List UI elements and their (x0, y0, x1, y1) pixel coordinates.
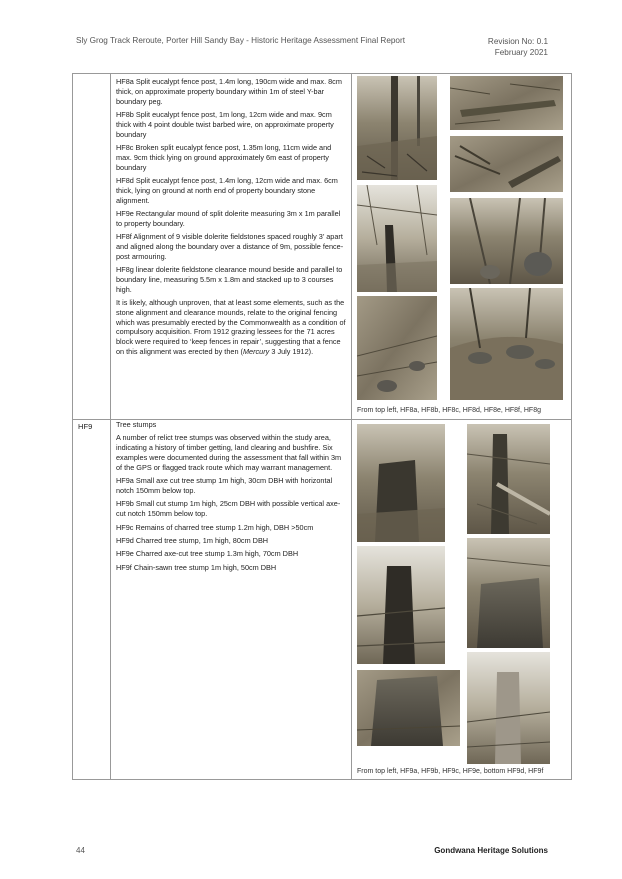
photo-hf9c (357, 546, 445, 664)
photo-hf8g (450, 288, 563, 400)
item-hf8f: HF8f Alignment of 9 visible dolerite fieldstones spaced roughly 3’ apart and aligned along the boundary over a distance of 9m, possible fence-post armouring. (116, 232, 344, 261)
feature-title: Tree stumps (116, 420, 157, 429)
feature-intro: A number of relict tree stumps was observed within the study area, indicating a history of timber getting, land clearing and bushfire. Six examples were documented during the assessment that fall within 3m of the GPS or flagged track route which may warrant management. (116, 433, 342, 472)
photo-hf8c (450, 136, 563, 192)
header-title: Sly Grog Track Reroute, Porter Hill Sandy Bay - Historic Heritage Assessment Final Report (76, 36, 405, 45)
photo-hf9b (467, 424, 550, 534)
revision-date: February 2021 (494, 48, 548, 57)
item-hf9e: HF9e Charred axe-cut tree stump 1.3m high, 70cm DBH (116, 549, 299, 559)
source-citation: Mercury (242, 347, 270, 357)
photo-hf9e (467, 538, 550, 648)
photo-hf8e (450, 198, 563, 284)
item-hf9b: HF9b Small cut stump 1m high, 25cm DBH with possible vertical axe-cut notch 150mm below top. (116, 499, 341, 519)
photo-caption-hf8: From top left, HF8a, HF8b, HF8c, HF8d, HF8e, HF8f, HF8g (357, 407, 541, 414)
header-revision-block (488, 36, 548, 58)
photo-hf9d (357, 670, 460, 746)
photo-hf9f (467, 652, 550, 764)
revision-number: Revision No: 0.1 (487, 37, 548, 46)
item-hf9c: HF9c Remains of charred tree stump 1.2m high, DBH >50cm (116, 522, 314, 532)
photo-hf9a (357, 424, 445, 542)
discussion-text: It is likely, although unproven, that at least some elements, such as the stone alignment and clearance mounds, relate to the original fencing which was presumably erected by the Commonwealth as a condition of compulsory acquisition. From 1912 grazing lessees for the 71 acres block were required to ‘keep fences in repair’, suggesting that a fence on this alignment was erected by then ( (116, 298, 346, 357)
photo-hf8a (357, 76, 437, 180)
page-number: 44 (76, 846, 85, 855)
feature-id-hf9: HF9 (73, 420, 111, 780)
item-hf9f: HF9f Chain-sawn tree stump 1m high, 50cm DBH (116, 562, 277, 572)
photo-cell-hf8 (352, 74, 572, 420)
photo-hf8d (357, 185, 437, 292)
photo-caption-hf9: From top left, HF9a, HF9b, HF9c, HF9e, bottom HF9d, HF9f (357, 768, 544, 775)
feature-id-cell (73, 74, 111, 420)
item-hf8e: HF9e Rectangular mound of split dolerite measuring 3m x 1m parallel to property boundary. (116, 208, 341, 228)
feature-description-cell (111, 74, 352, 420)
item-hf8b: HF8b Split eucalypt fence post, 1m long, 12cm wide and max. 9cm thick with 4 point double twist barbed wire, on approximate property boundary (116, 109, 334, 139)
item-hf8g: HF8g linear dolerite fieldstone clearance mound beside and parallel to boundary line, measuring 5.5m x 1.8m and stacked up to 3 courses high. (116, 265, 343, 294)
item-hf8a: HF8a Split eucalypt fence post, 1.4m long, 190cm wide and max. 8cm thick, on approximate property boundary within 1m of steel Y-bar boundary peg. (116, 77, 342, 106)
photo-hf8f (357, 296, 437, 400)
photo-cell-hf9 (352, 420, 572, 780)
feature-row-hf8 (73, 74, 572, 420)
item-hf9a: HF9a Small axe cut tree stump 1m high, 30cm DBH with horizontal notch 150mm below top. (116, 476, 333, 495)
item-hf8c: HF8c Broken split eucalypt fence post, 1.35m long, 11cm wide and max. 9cm thick lying on ground approximately 6m east of property boundary (116, 142, 332, 172)
discussion-paragraph (111, 298, 351, 357)
discussion-text-end: 3 July 1912). (269, 347, 314, 357)
heritage-feature-table (72, 73, 572, 780)
item-hf8d: HF8d Split eucalypt fence post, 1.4m long, 12cm wide and max. 6cm thick, lying on ground at north end of property boundary stone alignment. (116, 175, 338, 205)
photo-hf8b (450, 76, 563, 130)
feature-description-hf9 (111, 420, 352, 780)
feature-row-hf9 (73, 420, 572, 780)
item-hf9d: HF9d Charred tree stump, 1m high, 80cm DBH (116, 535, 269, 545)
company-name: Gondwana Heritage Solutions (434, 846, 548, 855)
